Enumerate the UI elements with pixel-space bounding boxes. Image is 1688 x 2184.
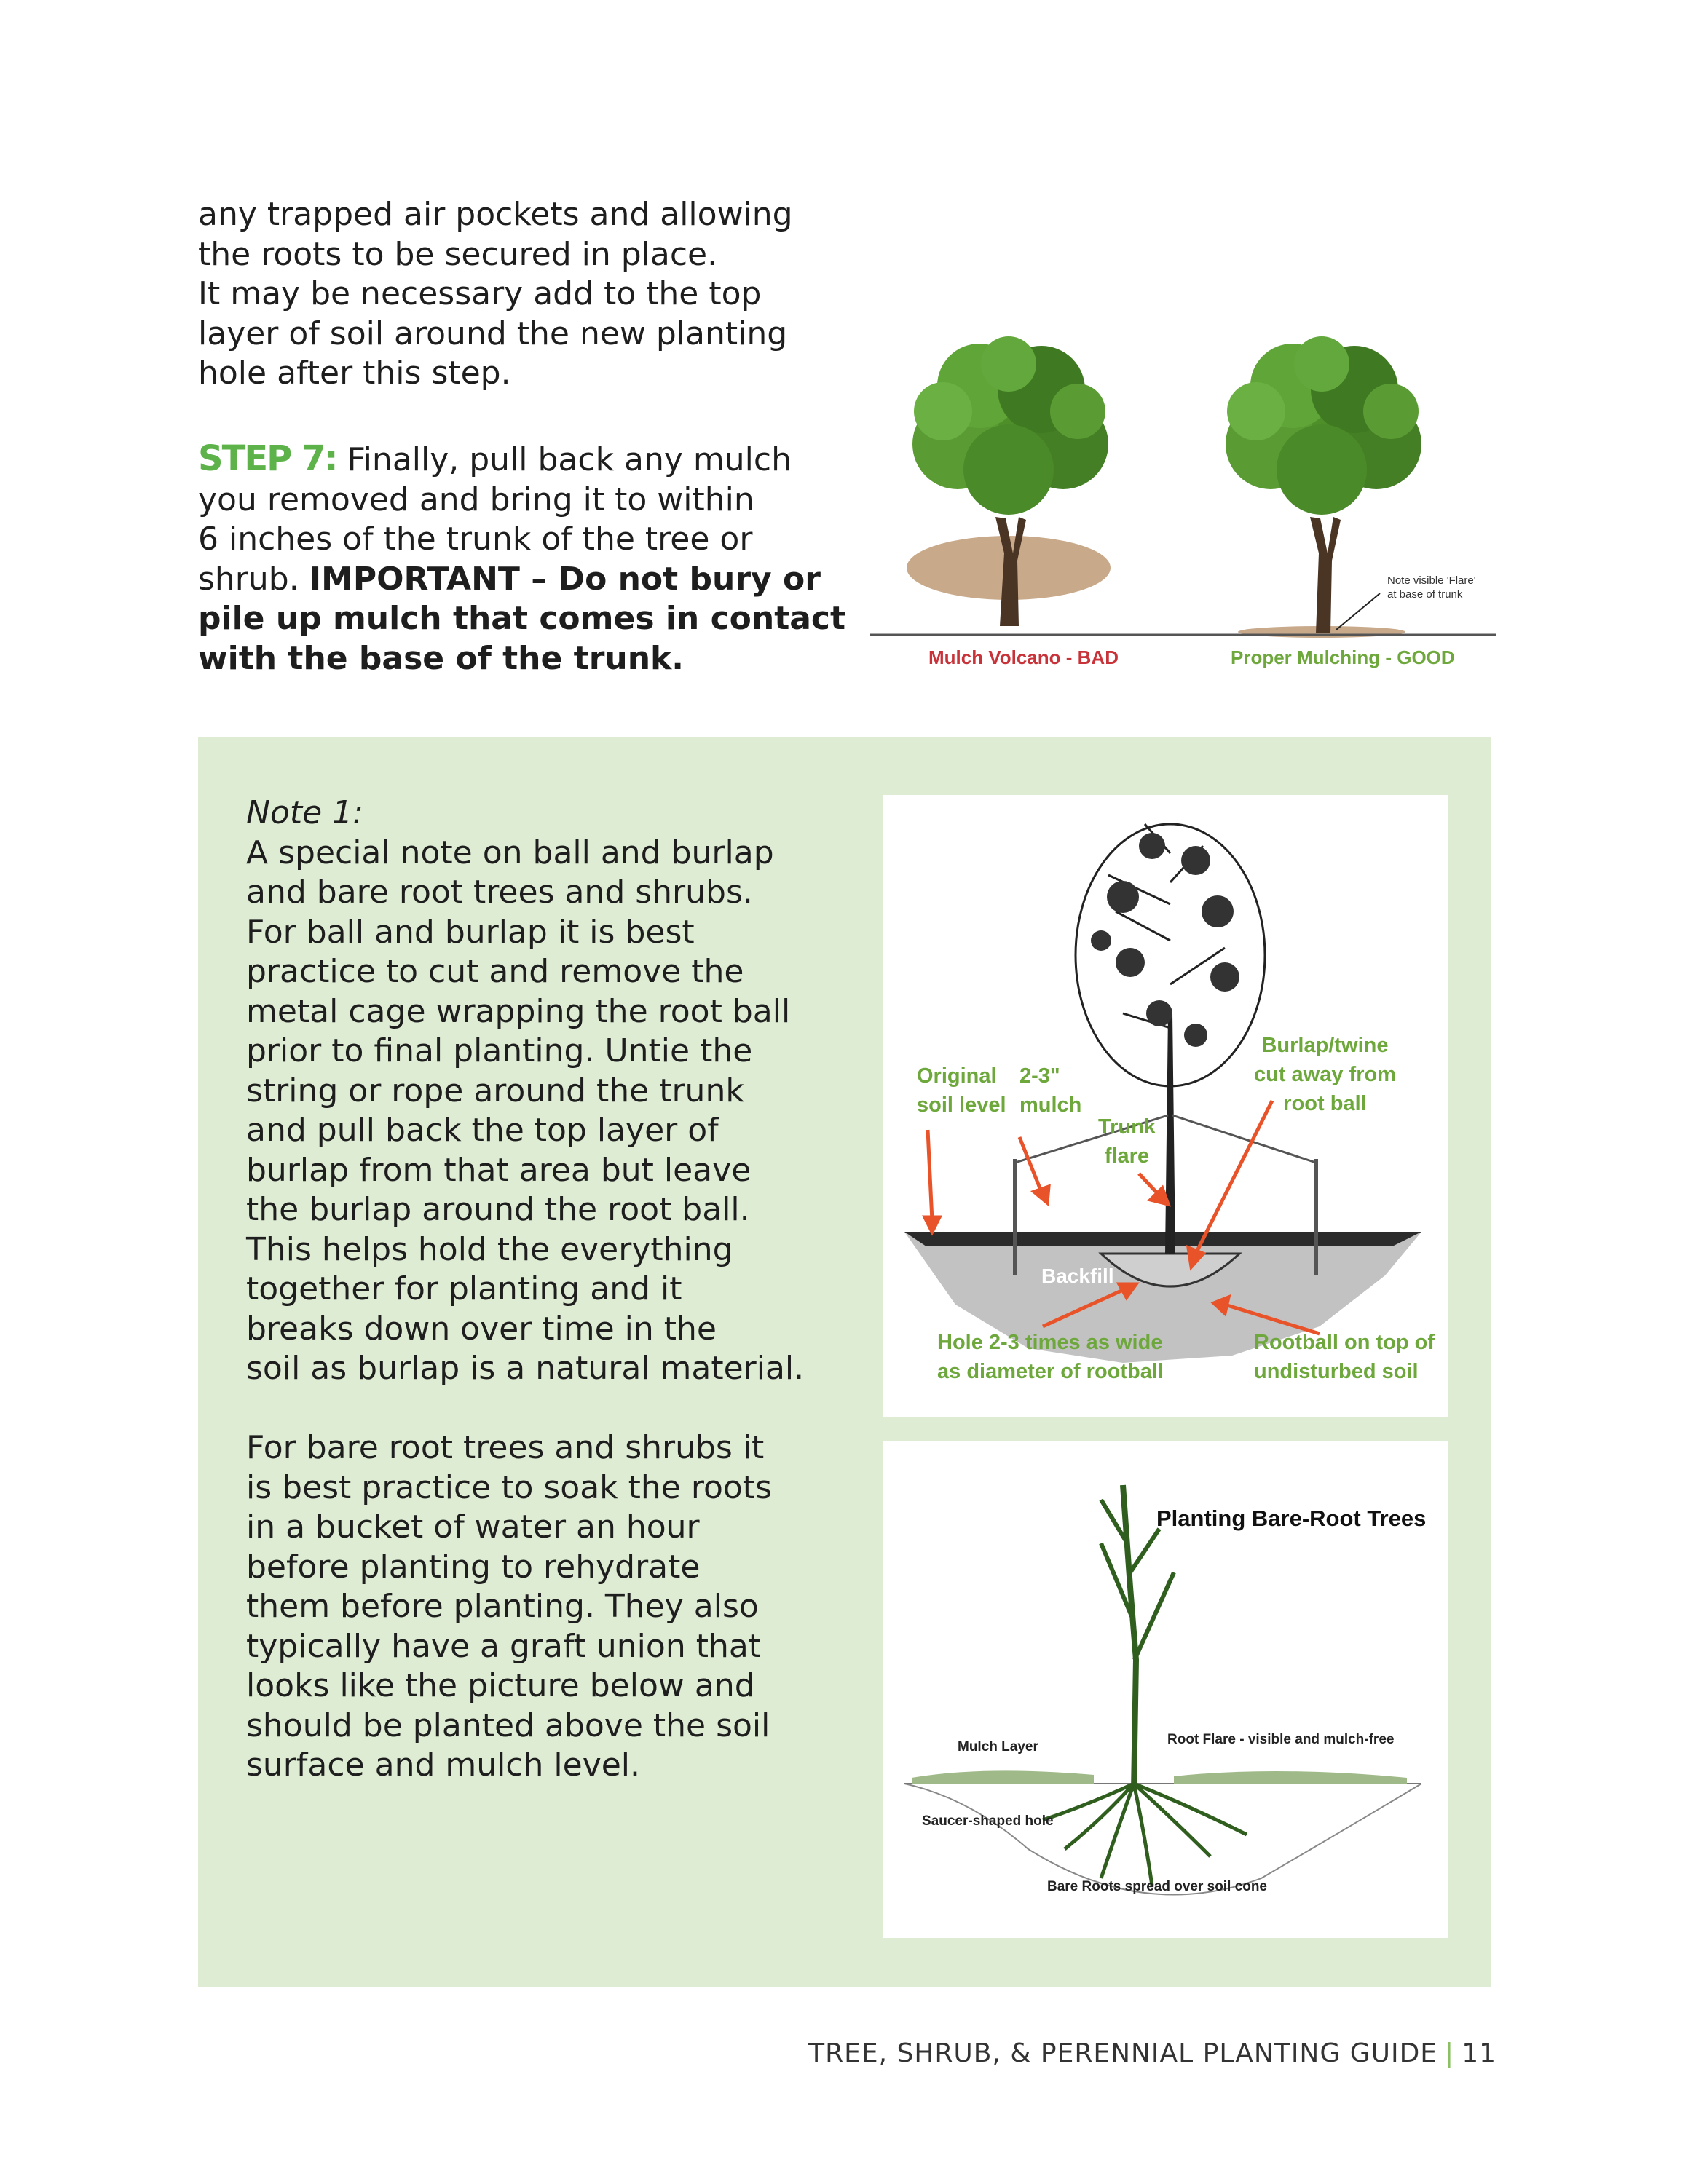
original-soil-label [917, 1061, 1006, 1120]
note1-line: practice to cut and remove the [246, 953, 744, 990]
burlap-label [1254, 1031, 1396, 1118]
bare-roots-label: Bare Roots spread over soil cone [1047, 1879, 1267, 1894]
note1-line: them before planting. They also [246, 1588, 759, 1625]
hole-line: as diameter of rootball [937, 1360, 1164, 1383]
step7-important: IMPORTANT – Do not bury or [309, 560, 821, 598]
burlap-line: cut away from [1254, 1063, 1396, 1086]
intro-line: hole after this step. [198, 355, 511, 392]
flare-note [1387, 574, 1476, 601]
note1-line: surface and mulch level. [246, 1746, 641, 1784]
backfill-label: Backfill [1041, 1265, 1114, 1287]
trunk-flare-line: Trunk [1098, 1115, 1156, 1139]
flare-note-line: Note visible 'Flare' [1387, 574, 1476, 587]
note1-line: together for planting and it [246, 1270, 682, 1307]
note1-line: and pull back the top layer of [246, 1112, 719, 1149]
intro-line: the roots to be secured in place. [198, 235, 718, 273]
mulch-layer-label: Mulch Layer [958, 1739, 1038, 1754]
mulch-comparison-figure [870, 335, 1496, 677]
page-footer [786, 2038, 1496, 2068]
bad-caption: Mulch Volcano - BAD [928, 646, 1119, 668]
bareroot-planting-figure [883, 1441, 1448, 1938]
page-number: 11 [1462, 2038, 1496, 2068]
note1-line: For ball and burlap it is best [246, 913, 695, 951]
mulch-illustration [870, 335, 1496, 677]
rootball-line: Rootball on top of [1254, 1331, 1435, 1354]
note1-line: before planting to rehydrate [246, 1548, 701, 1586]
step7-bold-line: with the base of the trunk. [198, 639, 685, 677]
note1-line: the burlap around the root ball. [246, 1191, 750, 1228]
note1-line: in a bucket of water an hour [246, 1508, 700, 1546]
original-soil-line: soil level [917, 1093, 1006, 1117]
intro-line: layer of soil around the new planting [198, 314, 788, 352]
step7-line: 6 inches of the trunk of the tree or [198, 521, 753, 558]
note1-line: looks like the picture below and [246, 1667, 755, 1704]
step7-line1: Finally, pull back any mulch [347, 441, 792, 478]
bareroot-title: Planting Bare-Root Trees [1156, 1506, 1427, 1531]
trunk-flare-line: flare [1104, 1144, 1150, 1168]
saucer-label: Saucer-shaped hole [922, 1813, 1054, 1829]
note1-line: soil as burlap is a natural material. [246, 1350, 805, 1387]
note1-line: This helps hold the everything [246, 1230, 733, 1268]
step7-line4 [198, 560, 845, 600]
intro-line: It may be necessary add to the top [198, 275, 762, 312]
mulch-depth-line: mulch [1019, 1093, 1082, 1117]
note1-line: and bare root trees and shrubs. [246, 874, 753, 911]
step7-paragraph [198, 439, 845, 678]
note1-line: A special note on ball and burlap [246, 834, 774, 871]
note1-heading: Note 1: [246, 794, 363, 831]
burlap-line: Burlap/twine [1261, 1034, 1389, 1057]
note1-line: burlap from that area but leave [246, 1151, 752, 1189]
root-flare-label: Root Flare - visible and mulch-free [1167, 1732, 1395, 1747]
hole-label [937, 1328, 1164, 1386]
note1-text [246, 794, 804, 1786]
step7-line4-normal: shrub. [198, 560, 299, 598]
footer-title: TREE, SHRUB, & PERENNIAL PLANTING GUIDE [808, 2038, 1438, 2068]
rootball-line: undisturbed soil [1254, 1360, 1419, 1383]
note1-line: prior to final planting. Untie the [246, 1032, 753, 1069]
note1-line: should be planted above the soil [246, 1706, 770, 1744]
note1-line: breaks down over time in the [246, 1310, 717, 1348]
footer-separator: | [1445, 2038, 1455, 2068]
rootball-label [1254, 1328, 1435, 1386]
step7-first-line [198, 439, 845, 480]
step7-bold-line: pile up mulch that comes in contact [198, 600, 846, 637]
mulch-depth-label [1019, 1061, 1081, 1120]
note1-line: string or rope around the trunk [246, 1072, 744, 1109]
burlap-line: root ball [1283, 1092, 1367, 1115]
trunk-flare-label [1098, 1112, 1156, 1171]
step7-line: you removed and bring it to within [198, 480, 754, 518]
mulch-depth-line: 2-3" [1019, 1064, 1060, 1088]
note1-line: is best practice to soak the roots [246, 1468, 772, 1506]
burlap-planting-figure [883, 795, 1448, 1417]
good-caption: Proper Mulching - GOOD [1231, 646, 1455, 668]
bad-tree-illustration [907, 336, 1111, 626]
step7-label: STEP 7: [198, 438, 337, 479]
note1-line: For bare root trees and shrubs it [246, 1429, 765, 1466]
original-soil-line: Original [917, 1064, 997, 1088]
note1-line: typically have a graft union that [246, 1627, 762, 1665]
intro-line: any trapped air pockets and allowing [198, 196, 793, 233]
note1-line: metal cage wrapping the root ball [246, 992, 791, 1030]
intro-paragraph [198, 195, 793, 394]
flare-note-line: at base of trunk [1387, 588, 1463, 601]
hole-line: Hole 2-3 times as wide [937, 1331, 1163, 1354]
